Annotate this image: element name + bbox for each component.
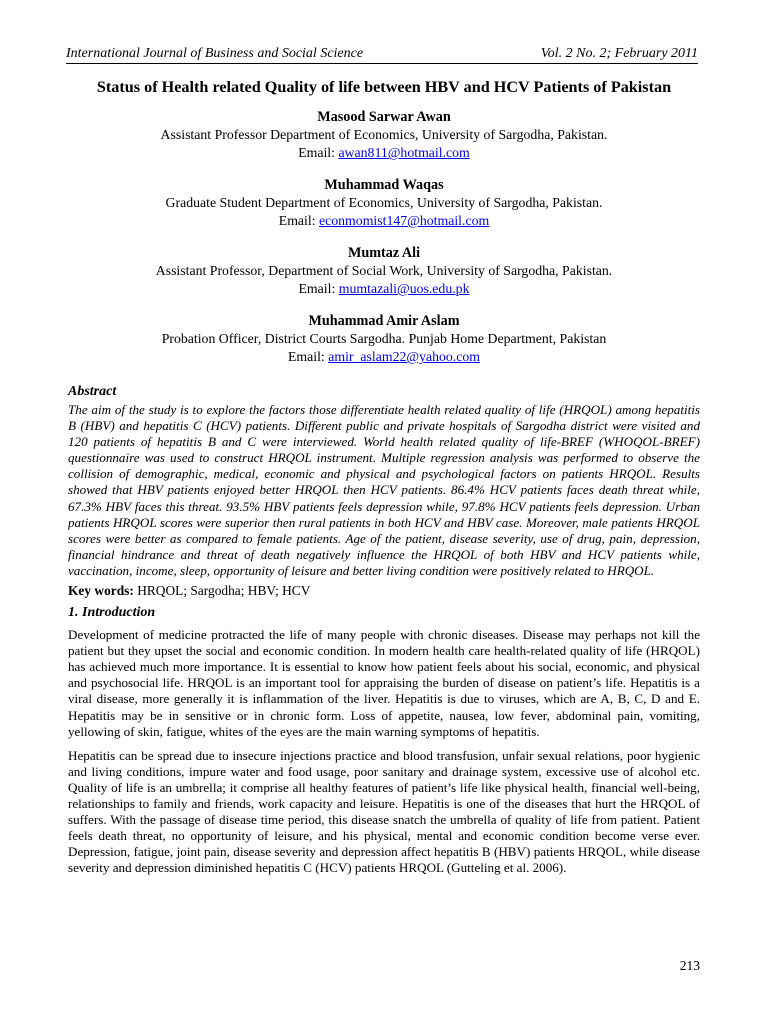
author-affiliation: Graduate Student Department of Economics, University of Sargodha, Pakistan. [165,195,603,210]
paper-body [68,383,700,884]
introduction-paragraph-1: Development of medicine protracted the life of many people with chronic diseases. Disease may perhaps not kill the patient but they upset the social and economic condition. In modern health care health-related quality of life (HRQOL) has achieved much more importance. It is essential to know how patient feels about his social, economic, and physical and psychosocial life. HRQOL is an important tool for appraising the burden of disease on patient’s life. Hepatitis is a viral disease, more generally it is inflammation of the liver. Hepatitis is due to viruses, which are A, B, C, D and E. Hepatitis may be in sensitive or in chronic form. Loss of appetite, nausea, low fever, abdominal pain, vomiting, yellowing of skin, fatigue, whites of the eyes are the main warning symptoms of hepatitis. [68,627,700,739]
author-name: Mumtaz Ali [347,245,421,261]
paper-title: Status of Health related Quality of life between HBV and HCV Patients of Pakistan [96,78,672,96]
email-label: Email: [287,349,325,364]
keywords-text: HRQOL; Sargodha; HBV; HCV [137,583,311,599]
author-4 [0,312,768,366]
author-name: Muhammad Amir Aslam [308,313,460,329]
author-affiliation: Probation Officer, District Courts Sargodha. Punjab Home Department, Pakistan [161,331,607,346]
email-link[interactable]: awan811@hotmail.com [338,145,470,160]
keywords-line [68,582,700,599]
author-email-line [0,212,768,230]
author-email-line [0,144,768,162]
introduction-heading: 1. Introduction [68,605,156,621]
author-block [0,108,768,380]
author-email-line [0,280,768,298]
keywords-label: Key words: [68,583,134,599]
introduction-paragraph-2: Hepatitis can be spread due to insecure injections practice and blood transfusion, unfair sexual relations, poor hygienic and living conditions, impure water and food usage, poor sanitary and drainage system, excessive use of alcohol etc. Quality of life is an umbrella; it comprise all healthy features of patient’s life like physical health, financial well-being, relationships to family and friends, work capacity and leisure. Hepatitis is one of the diseases that hurt the HRQOL of suffers. With the passage of disease time period, this disease snatch the umbrella of quality of life from patient. Patient feels death threat, no opportunity of leisure, and his physical, mental and economic condition become verse ever. Depression, fatigue, joint pain, disease severity and depression affect hepatitis B (HBV) patients HRQOL, while disease severity and depression diminished hepatitis C (HCV) patients HRQOL (Gutteling et al. 2006). [68,747,700,876]
email-label: Email: [278,213,316,228]
author-2 [0,176,768,230]
page-number: 213 [679,958,700,973]
author-affiliation: Assistant Professor, Department of Social Work, University of Sargodha, Pakistan. [155,263,613,278]
email-label: Email: [298,281,336,296]
author-affiliation: Assistant Professor Department of Economics, University of Sargodha, Pakistan. [160,127,608,142]
author-1 [0,108,768,162]
email-link[interactable]: econmomist147@hotmail.com [319,213,490,228]
author-name: Masood Sarwar Awan [317,109,451,125]
email-link[interactable]: mumtazali@uos.edu.pk [338,281,470,296]
volume-issue: Vol. 2 No. 2; February 2011 [540,46,698,61]
author-name: Muhammad Waqas [324,177,444,193]
email-label: Email: [298,145,335,160]
abstract-text: The aim of the study is to explore the factors those differentiate health related quality of life (HRQOL) among hepatitis B (HBV) and hepatitis C (HCV) patients. Different public and private hospitals of Sargodha district were visited and 120 patients of hepatitis B and C were interviewed. World health related quality of life-BREF (WHOQOL-BREF) questionnaire was used to construct HRQOL instrument. Multiple regression analysis was performed to observe the collision of demographic, medical, economic and physical and psychological factors on patients HRQOL. Results showed that HBV patients enjoyed better HRQOL then HCV patients. 86.4% HCV patients faces death threat while, 67.3% HBV faces this threat. 93.5% HBV patients feels depression while, 97.8% HCV patients feels depression. Urban patients HRQOL scores were superior then rural patients in both HCV and HBV case. Moreover, male patients HRQOL scores were better as compared to female patients. Age of the patient, disease severity, use of drug, pain, depression, financial hindrance and threat of death negatively influence the HRQOL of both HBV and HCV patients while, vaccination, income, sleep, opportunity of leisure and better living condition were positively related to HRQOL. [68,402,700,578]
abstract-heading: Abstract [68,384,117,399]
author-email-line [0,348,768,366]
email-link[interactable]: amir_aslam22@yahoo.com [328,349,481,364]
author-3 [0,244,768,298]
running-header [66,46,698,64]
journal-name: International Journal of Business and Social Science [66,46,364,61]
